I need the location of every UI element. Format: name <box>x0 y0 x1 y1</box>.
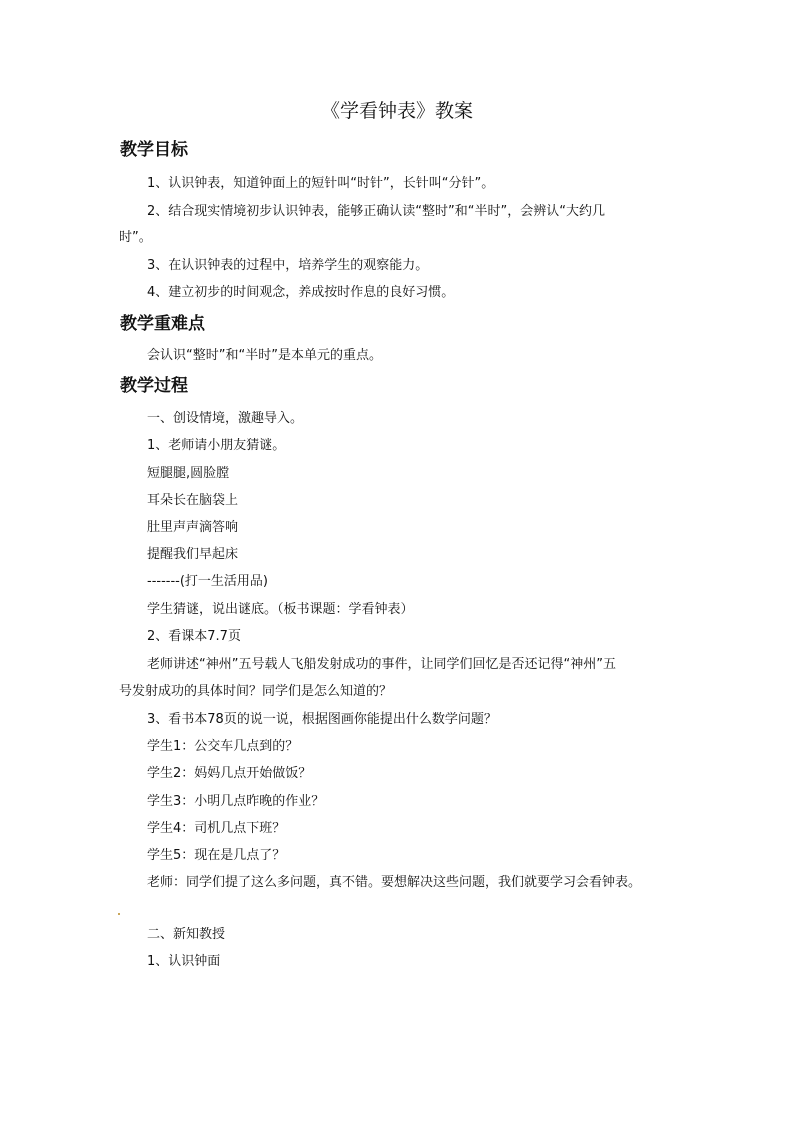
process-line: 二、新知教授 <box>147 927 226 942</box>
goal-item-4: 4、建立初步的时间观念，养成按时作息的良好习惯。 <box>147 285 455 300</box>
riddle-line: 短腿腿,圆脸膛 <box>147 466 230 481</box>
stray-mark <box>118 913 120 915</box>
goal-item-1: 1、认识钟表，知道钟面上的短针叫“时针”，长针叫“分针”。 <box>147 176 495 191</box>
process-line: 老师讲述“神州”五号载人飞船发射成功的事件，让同学们回忆是否还记得“神州”五 <box>147 657 616 672</box>
goal-item-2-continued: 时”。 <box>119 230 152 245</box>
process-line: 学生猜谜，说出谜底。（板书课题：学看钟表） <box>147 602 414 617</box>
process-line-continued: 号发射成功的具体时间？同学们是怎么知道的？ <box>119 684 393 699</box>
riddle-hint: -------(打一生活用品) <box>147 574 268 589</box>
student-question: 学生1：公交车几点到的？ <box>147 739 299 754</box>
heading-teaching-process: 教学过程 <box>120 376 188 396</box>
student-question: 学生2：妈妈几点开始做饭？ <box>147 766 312 781</box>
student-question: 学生5：现在是几点了？ <box>147 848 286 863</box>
process-line: 1、老师请小朋友猜谜。 <box>147 438 286 453</box>
process-line: 2、看课本7.7页 <box>147 629 241 644</box>
heading-key-points: 教学重难点 <box>120 314 205 334</box>
teacher-remark: 老师：同学们提了这么多问题，真不错。要想解决这些问题，我们就要学习会看钟表。 <box>147 875 642 890</box>
document-title: 《学看钟表》教案 <box>320 100 473 122</box>
student-question: 学生3：小明几点昨晚的作业？ <box>147 794 325 809</box>
key-points-text: 会认识“整时”和“半时”是本单元的重点。 <box>147 348 382 363</box>
process-line: 3、看书本78页的说一说，根据图画你能提出什么数学问题？ <box>147 712 497 727</box>
student-question: 学生4：司机几点下班？ <box>147 821 286 836</box>
heading-teaching-goals: 教学目标 <box>120 140 188 160</box>
goal-item-3: 3、在认识钟表的过程中，培养学生的观察能力。 <box>147 258 429 273</box>
riddle-line: 耳朵长在脑袋上 <box>147 493 239 508</box>
process-line: 一、创设情境，激趣导入。 <box>147 411 304 426</box>
riddle-line: 肚里声声滴答响 <box>147 520 239 535</box>
goal-item-2: 2、结合现实情境初步认识钟表，能够正确认读“整时”和“半时”，会辨认“大约几 <box>147 204 605 219</box>
process-line: 1、认识钟面 <box>147 954 221 969</box>
riddle-line: 提醒我们早起床 <box>147 547 239 562</box>
